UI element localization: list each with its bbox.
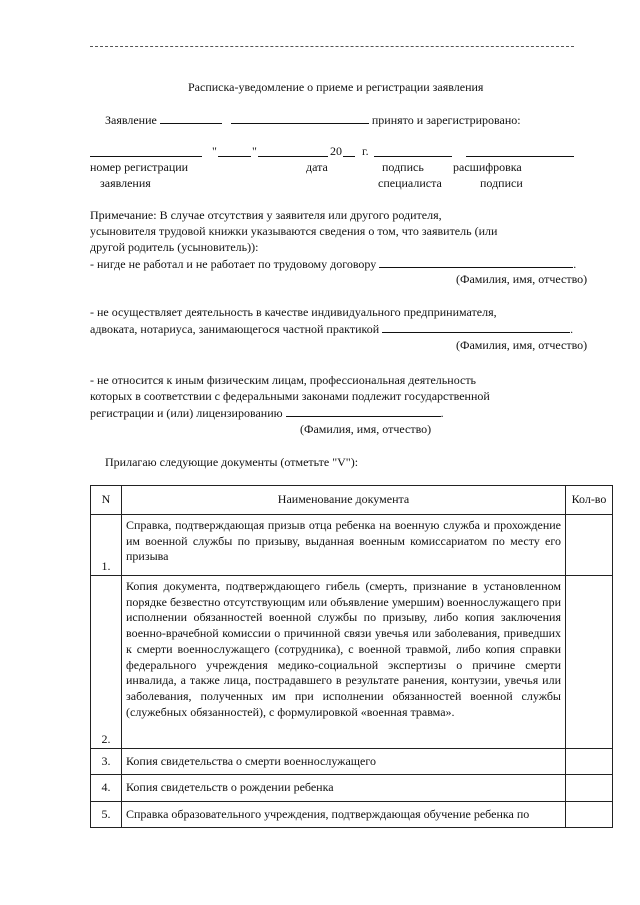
caption-decoding-2: подписи [480, 176, 523, 190]
application-suffix: принято и зарегистрировано: [371, 113, 521, 127]
header-document-name: Наименование документа [122, 486, 566, 515]
row-quantity-cell[interactable] [566, 576, 613, 749]
table-header-row [91, 486, 613, 515]
header-quantity: Кол-во [566, 486, 613, 515]
row-number: 1. [91, 515, 122, 576]
caption-signature-2: специалиста [378, 176, 442, 190]
note-item-3-line-3: регистрации и (или) лицензированию . [90, 406, 444, 420]
caption-signature: подпись [382, 160, 424, 174]
note-item-1: - нигде не работал и не работает по трудовому договору . [90, 257, 577, 271]
note-line-2: усыновителя трудовой книжки указываются сведения о том, что заявитель (или [90, 224, 498, 238]
note-item-1-fio-field[interactable] [379, 256, 573, 268]
note-item-2-line-1: - не осуществляет деятельность в качестве индивидуального предпринимателя, [90, 305, 497, 319]
note-line-3: другой родитель (усыновитель)): [90, 240, 259, 254]
application-blank-2[interactable] [231, 112, 369, 124]
documents-table [90, 485, 613, 828]
fio-caption-3: (Фамилия, имя, отчество) [300, 422, 432, 436]
note-item-2-fio-field[interactable] [382, 321, 570, 333]
fio-caption-2: (Фамилия, имя, отчество) [456, 338, 588, 352]
table-row [91, 576, 613, 749]
caption-reg-number: номер регистрации [90, 160, 189, 174]
page-title: Расписка-уведомление о приеме и регистрации заявления [188, 80, 484, 94]
caption-decoding: расшифровка [453, 160, 522, 174]
note-item-3-line-1: - не относится к иным физическим лицам, профессиональная деятельность [90, 373, 477, 387]
table-row [91, 775, 613, 802]
caption-date: дата [306, 160, 328, 174]
header-number: N [91, 486, 122, 515]
caption-reg-number-2: заявления [100, 176, 151, 190]
row-document-name: Копия документа, подтверждающего гибель (смерть, признание в установленном порядке безвестно отсутствующим или объявление умершим) военнослужащего при исполнении обязанностей военной службы по призыву, либо копия заключения военно-врачебной комиссии о причинной связи увечья или заболевания, приведших к смерти военнослужащего (сотрудника), с военной травмой, либо копия справки федерального учреждения медико-социальной экспертизы о причине смерти инвалида, а также лица, пострадавшего в результате ранения, контузии, увечья или заболевания, полученных им при исполнении обязанностей военной службы (служебных обязанностей), с формулировкой «военная травма». [122, 576, 566, 749]
reg-number-field[interactable] [90, 145, 202, 157]
note-item-3-line-2: которых в соответствии с федеральными законами подлежит государственной [90, 389, 490, 403]
row-quantity-cell[interactable] [566, 749, 613, 775]
row-number: 2. [91, 576, 122, 749]
row-document-name: Копия свидетельства о смерти военнослужащего [122, 749, 566, 775]
signature-field[interactable] [374, 145, 452, 157]
row-number: 4. [91, 775, 122, 802]
application-prefix: Заявление [105, 113, 157, 127]
table-row [91, 749, 613, 775]
row-document-name: Справка образовательного учреждения, подтверждающая обучение ребенка по [122, 802, 566, 828]
date-quote-open: " [212, 144, 217, 158]
date-year-suffix: г. [362, 144, 369, 158]
row-document-name: Справка, подтверждающая призыв отца ребенка на военную служба и прохождение им военной службы по призыву, выданная военным комиссариатом по месту его призыва [122, 515, 566, 576]
date-day-field[interactable] [218, 145, 251, 157]
row-number: 3. [91, 749, 122, 775]
date-quote-close: " [252, 144, 257, 158]
row-quantity-cell[interactable] [566, 802, 613, 828]
application-line [105, 112, 521, 128]
row-quantity-cell[interactable] [566, 515, 613, 576]
row-quantity-cell[interactable] [566, 775, 613, 802]
application-blank-1[interactable] [160, 112, 222, 124]
attach-label: Прилагаю следующие документы (отметьте "V"): [105, 455, 359, 469]
note-item-2-line-2: адвоката, нотариуса, занимающегося частной практикой . [90, 322, 574, 336]
table-row [91, 802, 613, 828]
row-number: 5. [91, 802, 122, 828]
note-item-3-fio-field[interactable] [286, 405, 441, 417]
cut-line [90, 46, 574, 47]
note-line-1: Примечание: В случае отсутствия у заявителя или другого родителя, [90, 208, 442, 222]
date-month-field[interactable] [258, 145, 328, 157]
decoding-field[interactable] [466, 145, 574, 157]
fio-caption-1: (Фамилия, имя, отчество) [456, 272, 588, 286]
date-year-field[interactable] [343, 145, 355, 157]
table-row [91, 515, 613, 576]
row-document-name: Копия свидетельств о рождении ребенка [122, 775, 566, 802]
date-year-prefix: 20 [330, 144, 342, 158]
